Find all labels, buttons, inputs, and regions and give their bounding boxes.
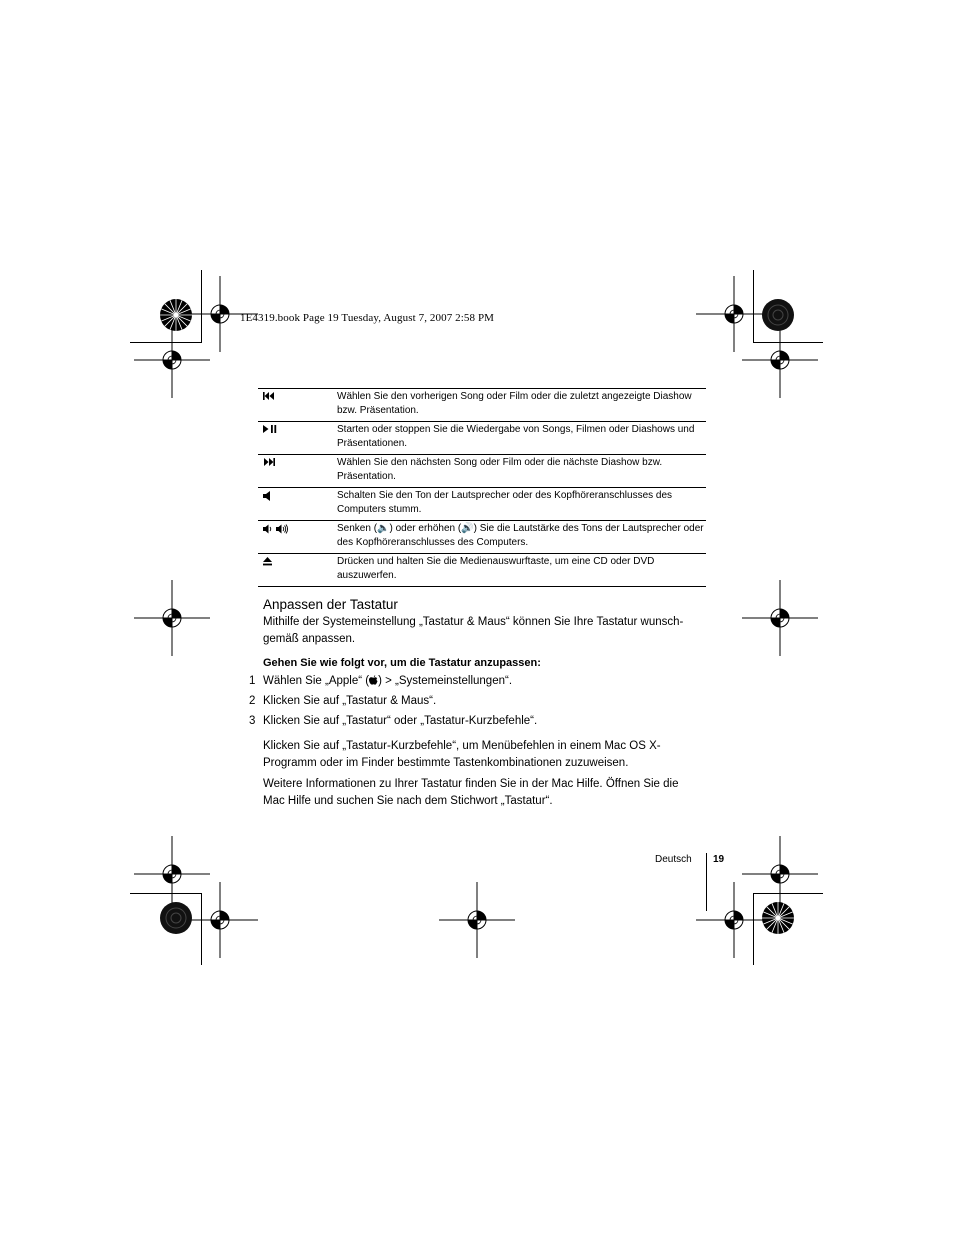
- step-text: Wählen Sie „Apple“ (: [263, 675, 370, 687]
- steps-title: Gehen Sie wie folgt vor, um die Tastatur anzupassen:: [263, 657, 541, 669]
- section-title: Anpassen der Tastatur: [263, 597, 398, 612]
- step-item: [249, 715, 537, 727]
- starburst-mark-icon: [159, 298, 193, 332]
- controls-table: [258, 388, 706, 587]
- step-item: [249, 695, 436, 707]
- step-number: 3: [249, 715, 256, 727]
- table-row: [258, 521, 706, 554]
- control-description: Starten oder stoppen Sie die Wiedergabe von Songs, Filmen oder Diashows und Präsentationen.: [337, 424, 695, 449]
- mute-icon: [258, 488, 337, 520]
- paragraph: Weitere Informationen zu Ihrer Tastatur finden Sie in der Mac Hilfe. Öffnen Sie die Mac Hilfe und suchen Sie nach dem Stichwort „Tastatur“.: [263, 778, 679, 807]
- control-description: Wählen Sie den vorherigen Song oder Film oder die zuletzt angezeigte Diashow bzw. Präsentation.: [337, 391, 692, 416]
- footer-language: Deutsch: [655, 854, 692, 865]
- step-text: ) > „Systemeinstellungen“.: [378, 675, 513, 687]
- registration-crosshair-icon: [134, 580, 210, 656]
- step-item: [249, 675, 512, 687]
- control-description: Wählen Sie den nächsten Song oder Film oder die nächste Diashow bzw. Präsentation.: [337, 457, 663, 482]
- registration-crosshair-icon: [134, 322, 210, 398]
- registration-crosshair-icon: [182, 882, 258, 958]
- step-number: 1: [249, 675, 256, 687]
- page-number: 19: [713, 854, 725, 865]
- print-info-header: 1E4319.book Page 19 Tuesday, August 7, 2007 2:58 PM: [240, 312, 495, 324]
- paragraph: Klicken Sie auf „Tastatur-Kurzbefehle“, um Menübefehlen in einem Mac OS X-Programm oder im Finder bestimmte Tastenkombinationen zuzuweisen.: [263, 740, 661, 769]
- next-track-icon: [258, 455, 337, 487]
- table-row: [258, 488, 706, 521]
- volume-icons: [258, 521, 337, 553]
- step-text: Klicken Sie auf „Tastatur“ oder „Tastatur-Kurzbefehle“.: [263, 715, 538, 727]
- table-row: [258, 554, 706, 587]
- control-description: Senken (🔈) oder erhöhen (🔊) Sie die Lautstärke des Tons der Lautsprecher oder des Kopfhöreranschlusses des Computers.: [337, 523, 704, 548]
- starburst-mark-icon: [761, 901, 795, 935]
- previous-track-icon: [258, 389, 337, 421]
- starburst-mark-icon: [159, 901, 193, 935]
- section-intro: Mithilfe der Systemeinstellung „Tastatur & Maus“ können Sie Ihre Tastatur wunsch-gemäß anpassen.: [263, 616, 684, 645]
- registration-crosshair-icon: [742, 322, 818, 398]
- step-number: 2: [249, 695, 256, 707]
- table-row: [258, 455, 706, 488]
- table-row: [258, 389, 706, 422]
- eject-icon: [258, 554, 337, 586]
- apple-logo-icon: [369, 675, 378, 685]
- registration-crosshair-icon: [439, 882, 515, 958]
- registration-crosshair-icon: [742, 580, 818, 656]
- starburst-mark-icon: [761, 298, 795, 332]
- control-description: Schalten Sie den Ton der Lautsprecher oder des Kopfhöreranschlusses des Computers stumm.: [337, 490, 673, 515]
- play-pause-icon: [258, 422, 337, 454]
- table-row: [258, 422, 706, 455]
- control-description: Drücken und halten Sie die Medienauswurftaste, um eine CD oder DVD auszuwerfen.: [337, 556, 655, 581]
- step-text: Klicken Sie auf „Tastatur & Maus“.: [263, 695, 437, 707]
